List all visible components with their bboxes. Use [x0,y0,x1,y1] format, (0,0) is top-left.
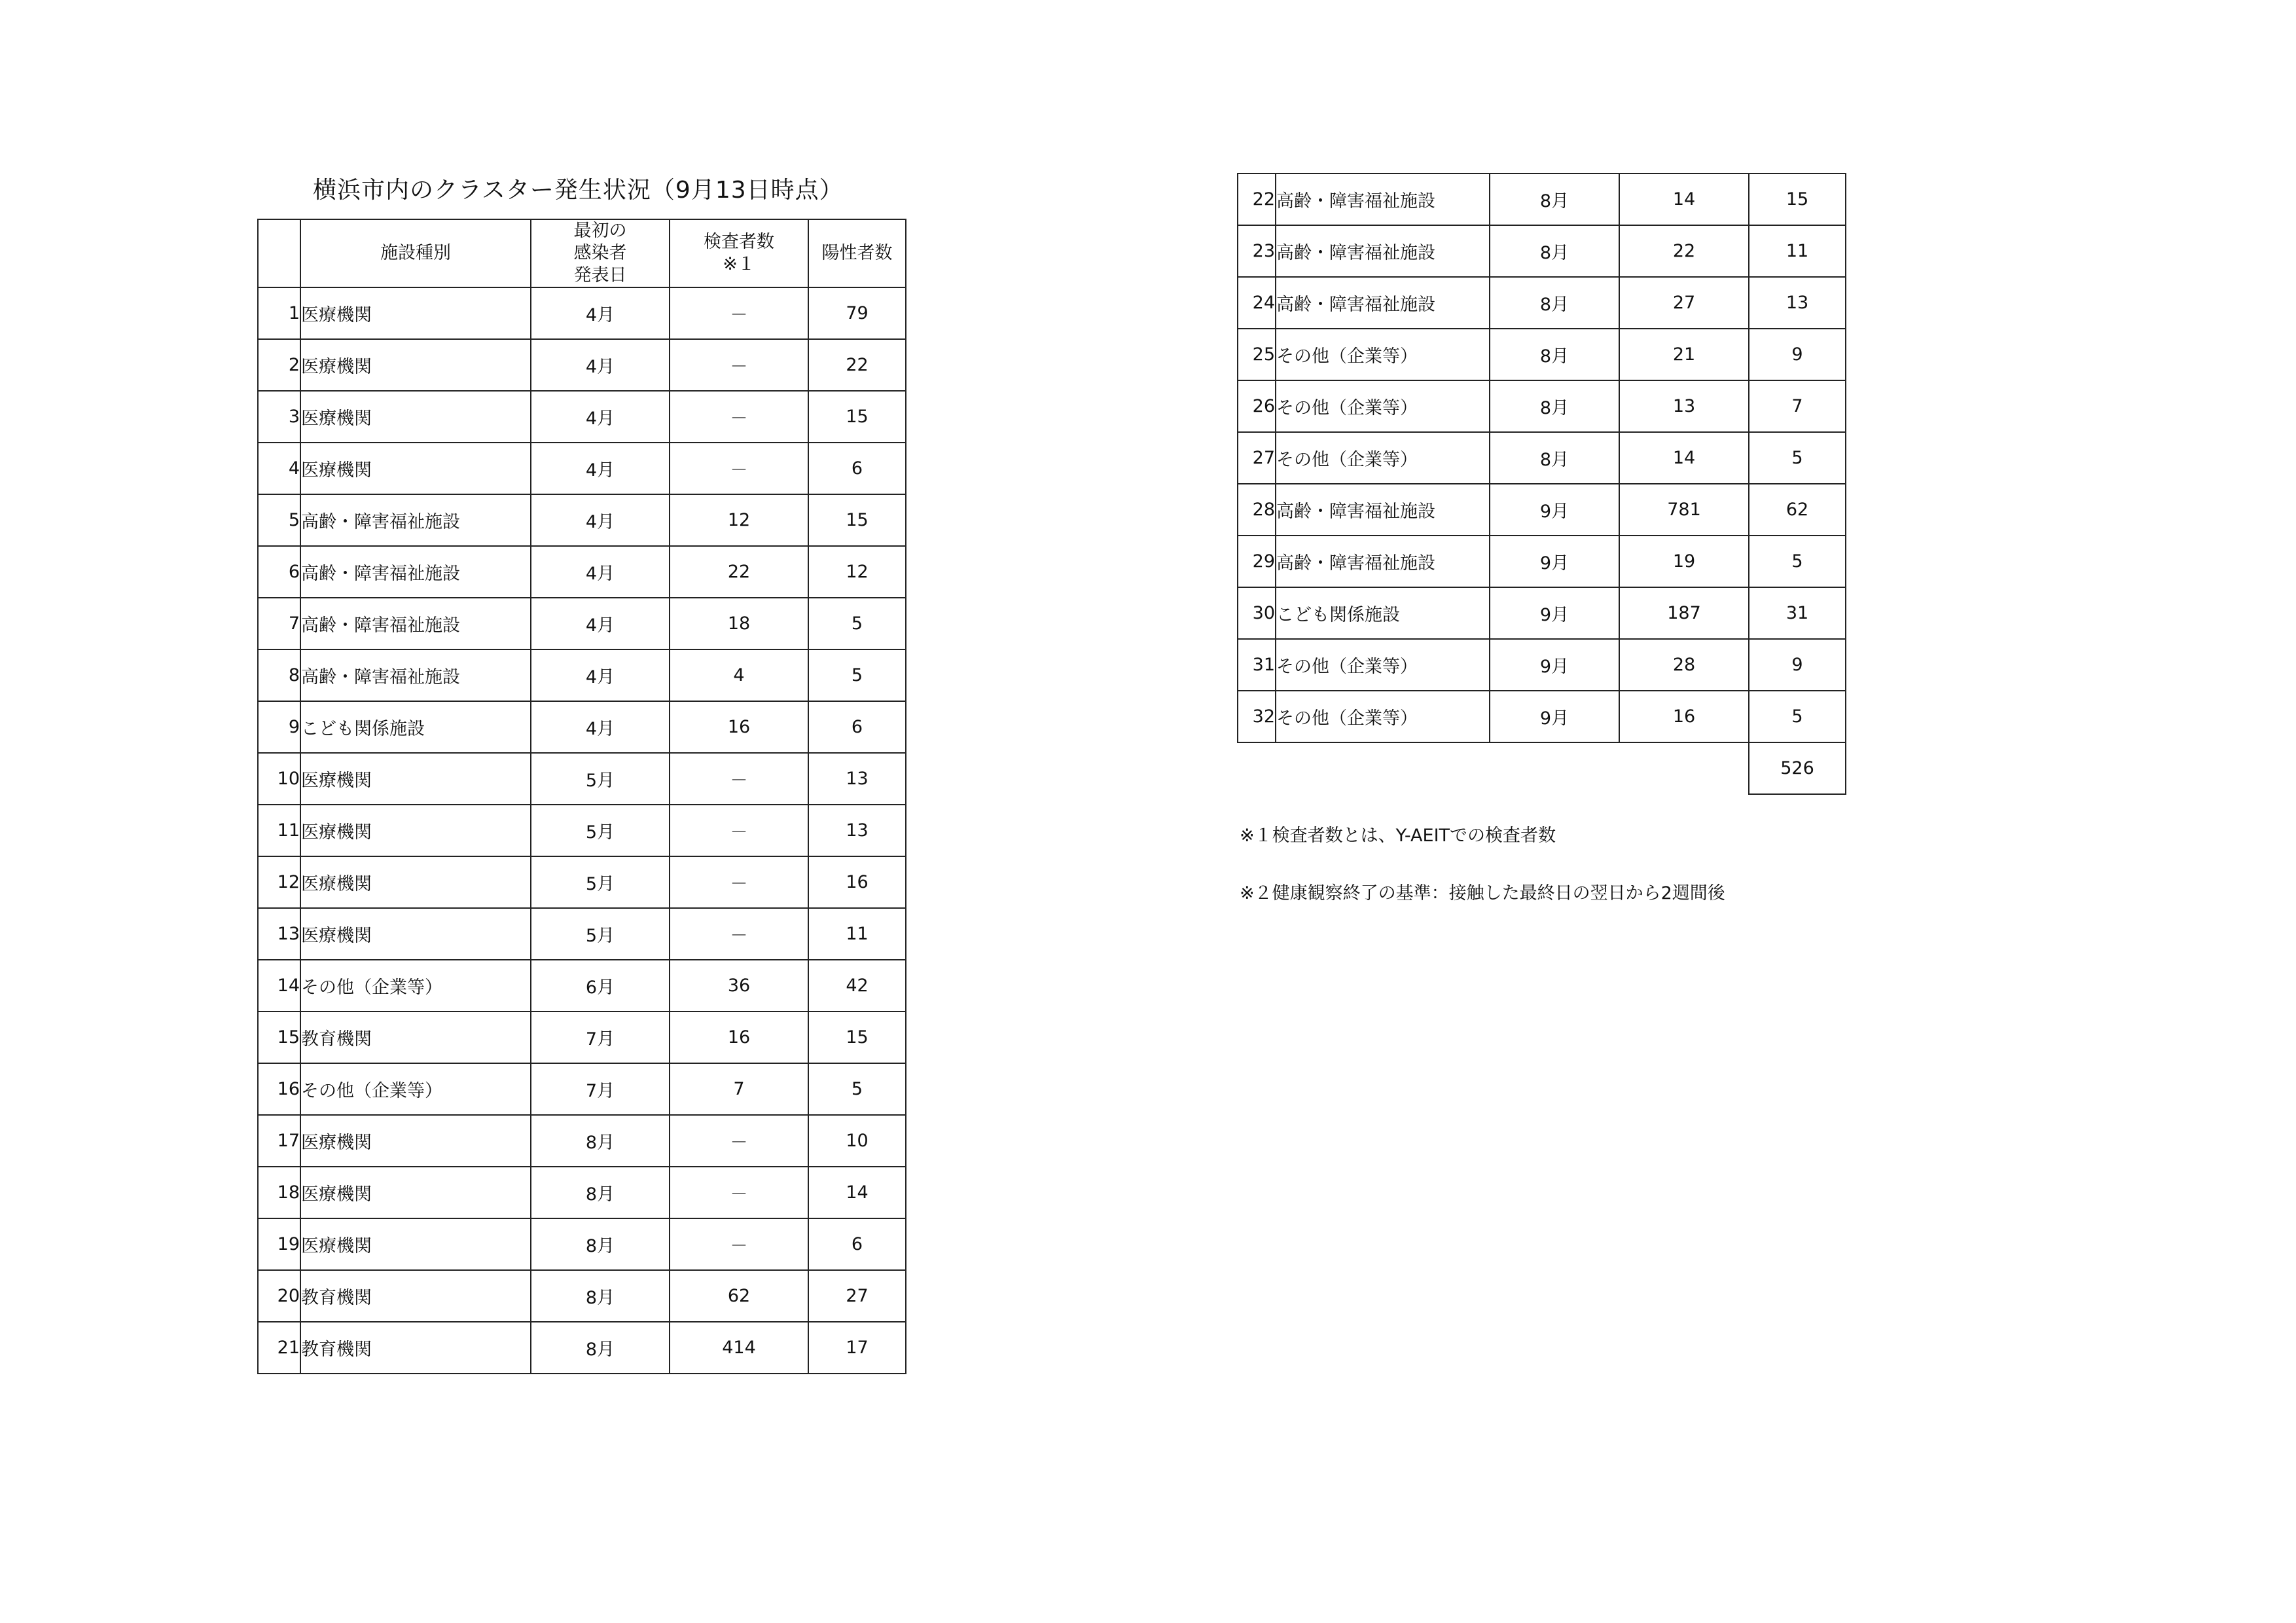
facility-type: 高齢・障害福祉施設 [300,649,531,701]
positive-count: 16 [808,856,906,908]
table-row [1238,277,1846,329]
header-tested [670,219,808,287]
tested-count: 781 [1619,484,1749,536]
tested-count: 62 [670,1270,808,1322]
table-row [258,546,906,598]
table-row [1238,329,1846,380]
tested-count: 19 [1619,536,1749,587]
row-number: 30 [1238,587,1276,639]
positive-count: 13 [808,805,906,856]
table-row [258,1012,906,1063]
table-row [1238,536,1846,587]
facility-type: その他（企業等） [1276,329,1490,380]
row-number: 24 [1238,277,1276,329]
tested-count: 22 [670,546,808,598]
header-no [258,219,300,287]
first-announce-month: 4月 [531,443,670,494]
table-row [258,1167,906,1218]
facility-type: 医療機関 [300,753,531,805]
facility-type: こども関係施設 [300,701,531,753]
positive-count: 13 [808,753,906,805]
table-row [1238,691,1846,742]
facility-type: 医療機関 [300,339,531,391]
positive-count: 12 [808,546,906,598]
table-row [258,908,906,960]
first-announce-month: 5月 [531,805,670,856]
tested-count: － [670,287,808,339]
total-blank [1619,742,1749,794]
facility-type: 教育機関 [300,1322,531,1374]
row-number: 4 [258,443,300,494]
first-announce-month: 8月 [531,1167,670,1218]
facility-type: 高齢・障害福祉施設 [1276,225,1490,277]
first-announce-month: 8月 [531,1218,670,1270]
row-number: 11 [258,805,300,856]
tested-count: － [670,443,808,494]
positive-count: 10 [808,1115,906,1167]
tested-count: － [670,856,808,908]
tested-count: 14 [1619,432,1749,484]
row-number: 2 [258,339,300,391]
cluster-table-left [257,219,906,1374]
page-title: 横浜市内のクラスター発生状況（9月13日時点） [313,177,844,204]
row-number: 6 [258,546,300,598]
table-row [1238,432,1846,484]
table-row [258,1115,906,1167]
first-announce-month: 4月 [531,339,670,391]
positive-count: 22 [808,339,906,391]
facility-type: その他（企業等） [300,1063,531,1115]
positive-count: 42 [808,960,906,1012]
positive-count: 7 [1749,380,1846,432]
positive-count: 6 [808,701,906,753]
cluster-table-right [1237,173,1846,795]
tested-count: － [670,391,808,443]
row-number: 8 [258,649,300,701]
total-row [1238,742,1846,794]
table-row [258,391,906,443]
facility-type: その他（企業等） [300,960,531,1012]
table-row [258,753,906,805]
positive-count: 5 [808,649,906,701]
positive-count: 5 [808,1063,906,1115]
row-number: 20 [258,1270,300,1322]
tested-count: 36 [670,960,808,1012]
positive-count: 9 [1749,639,1846,691]
facility-type: 高齢・障害福祉施設 [1276,484,1490,536]
facility-type: 医療機関 [300,443,531,494]
footnote-2: ※２健康観察終了の基準：接触した最終日の翌日から2週間後 [1240,883,1725,903]
positive-count: 13 [1749,277,1846,329]
row-number: 25 [1238,329,1276,380]
total-blank [1238,742,1276,794]
first-announce-month: 8月 [531,1115,670,1167]
row-number: 3 [258,391,300,443]
facility-type: 医療機関 [300,805,531,856]
table-row [258,701,906,753]
table-row [258,443,906,494]
row-number: 28 [1238,484,1276,536]
row-number: 31 [1238,639,1276,691]
table-row [258,960,906,1012]
row-number: 9 [258,701,300,753]
positive-count: 5 [1749,536,1846,587]
row-number: 12 [258,856,300,908]
first-announce-month: 5月 [531,753,670,805]
tested-count: － [670,753,808,805]
first-announce-month: 8月 [1490,225,1619,277]
facility-type: 高齢・障害福祉施設 [300,494,531,546]
table-row [258,287,906,339]
facility-type: 医療機関 [300,1167,531,1218]
first-announce-month: 4月 [531,287,670,339]
tested-count: － [670,1115,808,1167]
first-announce-month: 8月 [1490,329,1619,380]
first-announce-month: 4月 [531,494,670,546]
first-announce-month: 9月 [1490,484,1619,536]
tested-count: 16 [670,701,808,753]
footnote-1: ※１検査者数とは、Y-AEITでの検査者数 [1240,826,1556,846]
table-row [1238,173,1846,225]
tested-count: 414 [670,1322,808,1374]
tested-count: 16 [670,1012,808,1063]
tested-count: 187 [1619,587,1749,639]
row-number: 13 [258,908,300,960]
first-announce-month: 9月 [1490,691,1619,742]
positive-count: 5 [1749,432,1846,484]
first-announce-month: 8月 [1490,173,1619,225]
facility-type: その他（企業等） [1276,639,1490,691]
facility-type: その他（企業等） [1276,380,1490,432]
facility-type: その他（企業等） [1276,432,1490,484]
positive-count: 15 [808,494,906,546]
positive-count: 31 [1749,587,1846,639]
tested-count: 13 [1619,380,1749,432]
positive-count: 11 [808,908,906,960]
facility-type: 高齢・障害福祉施設 [300,598,531,649]
table-row [1238,225,1846,277]
facility-type: こども関係施設 [1276,587,1490,639]
facility-type: 医療機関 [300,287,531,339]
first-announce-month: 9月 [1490,587,1619,639]
positive-count: 6 [808,443,906,494]
facility-type: その他（企業等） [1276,691,1490,742]
first-announce-month: 4月 [531,598,670,649]
row-number: 21 [258,1322,300,1374]
first-announce-month: 7月 [531,1012,670,1063]
row-number: 7 [258,598,300,649]
tested-count: － [670,1167,808,1218]
total-blank [1490,742,1619,794]
facility-type: 高齢・障害福祉施設 [1276,277,1490,329]
header-first-announce [531,219,670,287]
table-header-row [258,219,906,287]
table-row [258,1218,906,1270]
first-announce-month: 8月 [1490,380,1619,432]
header-first-announce-line3: 発表日 [573,265,627,285]
table-body-left [258,287,906,1374]
positive-count: 9 [1749,329,1846,380]
row-number: 18 [258,1167,300,1218]
header-facility-type: 施設種別 [300,219,531,287]
total-positive: 526 [1749,742,1846,794]
row-number: 14 [258,960,300,1012]
tested-count: － [670,805,808,856]
row-number: 29 [1238,536,1276,587]
facility-type: 医療機関 [300,1218,531,1270]
facility-type: 高齢・障害福祉施設 [1276,173,1490,225]
tested-count: 16 [1619,691,1749,742]
table-row [258,1270,906,1322]
tested-count: 22 [1619,225,1749,277]
positive-count: 62 [1749,484,1846,536]
row-number: 26 [1238,380,1276,432]
first-announce-month: 8月 [1490,432,1619,484]
positive-count: 17 [808,1322,906,1374]
table-body-right [1238,173,1846,742]
table-row [258,339,906,391]
table-row [258,649,906,701]
table-row [258,1063,906,1115]
table-row [258,1322,906,1374]
positive-count: 5 [1749,691,1846,742]
first-announce-month: 9月 [1490,536,1619,587]
facility-type: 医療機関 [300,856,531,908]
facility-type: 高齢・障害福祉施設 [300,546,531,598]
first-announce-month: 9月 [1490,639,1619,691]
facility-type: 教育機関 [300,1270,531,1322]
table-row [1238,639,1846,691]
positive-count: 15 [1749,173,1846,225]
facility-type: 医療機関 [300,391,531,443]
positive-count: 6 [808,1218,906,1270]
header-first-announce-line1: 最初の [573,221,627,241]
positive-count: 11 [1749,225,1846,277]
first-announce-month: 8月 [531,1270,670,1322]
first-announce-month: 6月 [531,960,670,1012]
positive-count: 15 [808,1012,906,1063]
positive-count: 5 [808,598,906,649]
tested-count: － [670,1218,808,1270]
row-number: 16 [258,1063,300,1115]
first-announce-month: 7月 [531,1063,670,1115]
facility-type: 高齢・障害福祉施設 [1276,536,1490,587]
tested-count: 14 [1619,173,1749,225]
row-number: 1 [258,287,300,339]
row-number: 17 [258,1115,300,1167]
table-row [1238,484,1846,536]
positive-count: 15 [808,391,906,443]
tested-count: 27 [1619,277,1749,329]
facility-type: 教育機関 [300,1012,531,1063]
tested-count: 4 [670,649,808,701]
header-tested-line2: ※１ [723,254,755,274]
facility-type: 医療機関 [300,908,531,960]
row-number: 10 [258,753,300,805]
first-announce-month: 8月 [1490,277,1619,329]
table-row [258,805,906,856]
positive-count: 27 [808,1270,906,1322]
row-number: 22 [1238,173,1276,225]
first-announce-month: 8月 [531,1322,670,1374]
table-row [1238,587,1846,639]
tested-count: 18 [670,598,808,649]
tested-count: 12 [670,494,808,546]
total-blank [1276,742,1490,794]
first-announce-month: 4月 [531,649,670,701]
positive-count: 14 [808,1167,906,1218]
first-announce-month: 4月 [531,701,670,753]
row-number: 5 [258,494,300,546]
tested-count: 7 [670,1063,808,1115]
header-positive: 陽性者数 [808,219,906,287]
header-first-announce-line2: 感染者 [573,243,627,263]
tested-count: － [670,339,808,391]
table-row [1238,380,1846,432]
first-announce-month: 4月 [531,391,670,443]
table-row [258,856,906,908]
table-row [258,494,906,546]
header-tested-line1: 検査者数 [704,232,774,252]
row-number: 27 [1238,432,1276,484]
positive-count: 79 [808,287,906,339]
facility-type: 医療機関 [300,1115,531,1167]
first-announce-month: 5月 [531,856,670,908]
row-number: 23 [1238,225,1276,277]
table-row [258,598,906,649]
first-announce-month: 4月 [531,546,670,598]
row-number: 32 [1238,691,1276,742]
tested-count: 21 [1619,329,1749,380]
first-announce-month: 5月 [531,908,670,960]
row-number: 19 [258,1218,300,1270]
row-number: 15 [258,1012,300,1063]
tested-count: － [670,908,808,960]
tested-count: 28 [1619,639,1749,691]
